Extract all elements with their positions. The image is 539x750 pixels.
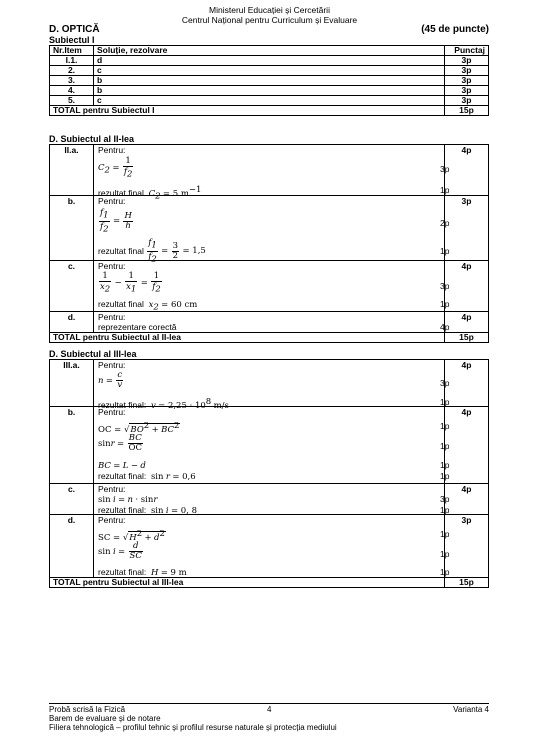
solution-line: reprezentare corectă	[98, 322, 177, 332]
final-label: rezultat final:	[98, 505, 147, 515]
item-points: 4p	[445, 407, 489, 484]
answer-value: c	[94, 96, 445, 106]
subject-2-label: D. Subiectul al II-lea	[49, 134, 135, 144]
item-number: c.	[50, 261, 94, 312]
solution-cell	[94, 484, 450, 516]
item-points: 3p	[445, 56, 489, 66]
answer-value: b	[94, 86, 445, 96]
pentru-label: Pentru:	[98, 407, 126, 417]
item-points: 3p	[445, 96, 489, 106]
step-points: 1p	[440, 397, 450, 407]
pentru-label: Pentru:	[98, 360, 126, 370]
step-points: 1p	[440, 529, 450, 539]
section-points: (45 de puncte)	[421, 24, 489, 35]
item-points: 3p	[445, 86, 489, 96]
step-points: 1p	[440, 567, 450, 577]
col-item-header: Nr.Item	[50, 46, 94, 56]
step-points: 1p	[440, 246, 450, 256]
final-result: rezultat final: H = 9 m	[98, 567, 187, 578]
step-points: 1p	[440, 299, 450, 309]
document-header	[0, 5, 539, 25]
pentru-label: Pentru:	[98, 515, 126, 525]
step-points: 1p	[440, 460, 450, 470]
pentru-label: Pentru:	[98, 484, 126, 494]
final-result: rezultat final $\frac{f_1}{f_2}$ = $\frac{3}{2}$ = 1,5	[98, 238, 206, 265]
ministry-name: Ministerul Educației și Cercetării	[209, 5, 330, 15]
step-points: 3p	[440, 164, 450, 174]
item-points: 4p	[445, 360, 489, 407]
item-number: III.a.	[50, 360, 94, 407]
step-points: 2p	[440, 218, 450, 228]
footer-profile: Filiera tehnologică – profilul tehnic și profilul resurse naturale și protecția mediului	[49, 723, 337, 732]
solution-cell	[94, 407, 450, 484]
footer-barem: Barem de evaluare și de notare	[49, 714, 161, 723]
formula-sc: SC = $√H^2 + d^2$	[98, 529, 165, 543]
subject-3-label: D. Subiectul al III-lea	[49, 349, 137, 359]
item-number: d.	[50, 312, 94, 333]
formula-snell: sin i = n · sinr	[98, 495, 158, 505]
item-points: 3p	[445, 196, 489, 261]
final-result: rezultat final: $v = 2,25 \cdot 10^8$ m/s	[98, 397, 229, 411]
step-points: 1p	[440, 185, 450, 195]
solution-cell	[94, 196, 450, 265]
subject-3-table	[49, 359, 489, 588]
table-row	[50, 196, 489, 261]
footer-exam-name: Probă scrisă la Fizică	[49, 705, 126, 714]
item-points: 4p	[445, 312, 489, 333]
total-label: TOTAL pentru Subiectul I	[50, 106, 445, 116]
item-number: c.	[50, 484, 94, 515]
answer-value: d	[94, 56, 445, 66]
table-row	[50, 96, 489, 106]
final-result: rezultat final $x_2 = 60$ cm	[98, 299, 198, 313]
solution-cell	[94, 360, 450, 411]
step-points: 1p	[440, 421, 450, 431]
step-points: 1p	[440, 549, 450, 559]
formula-index: n = $\frac{c}{v}$	[98, 370, 123, 390]
formula-lens: $\frac{1}{x_2}$ − $\frac{1}{x_1}$ = $\frac{1}{f_2}$	[100, 271, 161, 295]
step-points: 1p	[440, 505, 450, 515]
pentru-label: Pentru:	[98, 261, 126, 271]
table-row	[50, 66, 489, 76]
formula-ratio: $\frac{f_1}{f_2}$ = $\frac{H}{h}$	[100, 208, 132, 235]
answer-value: b	[94, 76, 445, 86]
formula-convergence: $C_2$ = $\frac{1}{f_2}$	[98, 156, 133, 180]
table-row	[50, 312, 489, 333]
page-footer	[49, 703, 489, 732]
step-points: 1p	[440, 471, 450, 481]
final-label: rezultat final	[98, 299, 144, 309]
solution-cell	[94, 515, 450, 578]
table-row	[50, 145, 489, 196]
item-number: 5.	[50, 96, 94, 106]
final-label: rezultat final	[98, 246, 144, 257]
solution-cell	[94, 145, 450, 202]
section-title: D. OPTICĂ	[49, 24, 100, 35]
item-number: b.	[50, 196, 94, 261]
step-points: 3p	[440, 378, 450, 388]
solution-cell	[94, 261, 450, 313]
final-label: rezultat final:	[98, 567, 147, 577]
final-result: rezultat final: sin i = 0, 8	[98, 505, 198, 516]
item-points: 4p	[445, 261, 489, 312]
section-title-row	[49, 24, 489, 35]
total-row	[50, 578, 489, 588]
pentru-label: Pentru:	[98, 312, 126, 322]
step-points: 3p	[440, 281, 450, 291]
pentru-label: Pentru:	[98, 145, 126, 155]
subject-2-table	[49, 144, 489, 343]
final-label: rezultat final:	[98, 399, 147, 410]
formula-sini: sin i = $\frac{d}{SC}$	[98, 541, 142, 561]
item-number: II.a.	[50, 145, 94, 196]
answer-value: c	[94, 66, 445, 76]
item-number: 3.	[50, 76, 94, 86]
total-row	[50, 333, 489, 343]
total-points: 15p	[445, 333, 489, 343]
step-points: 4p	[440, 322, 450, 332]
final-label: rezultat final	[98, 187, 144, 198]
table-row	[50, 76, 489, 86]
final-result: rezultat final $C_2 = 5$ $m^{-1}$	[98, 185, 202, 202]
footer-variant: Varianta 4	[453, 705, 489, 714]
col-solution-header: Soluție, rezolvare	[94, 46, 445, 56]
item-points: 4p	[445, 484, 489, 515]
item-points: 3p	[445, 515, 489, 578]
table-row	[50, 360, 489, 407]
center-name: Centrul Național pentru Curriculum și Evaluare	[181, 15, 358, 25]
total-points: 15p	[445, 106, 489, 116]
final-result: rezultat final: sin r = 0,6	[98, 471, 196, 482]
item-number: b.	[50, 407, 94, 484]
table-row	[50, 261, 489, 312]
total-label: TOTAL pentru Subiectul al II-lea	[50, 333, 445, 343]
page-number: 4	[267, 705, 272, 714]
item-points: 4p	[445, 145, 489, 196]
total-row	[50, 106, 489, 116]
total-label: TOTAL pentru Subiectul al III-lea	[50, 578, 445, 588]
item-number: 2.	[50, 66, 94, 76]
table-row	[50, 86, 489, 96]
col-points-header: Punctaj	[445, 46, 489, 56]
total-points: 15p	[445, 578, 489, 588]
formula-oc: OC = $√BO^2 + BC^2$	[98, 421, 180, 435]
table-row	[50, 407, 489, 484]
final-label: rezultat final:	[98, 471, 147, 481]
subject-1-label: Subiectul I	[49, 35, 95, 45]
formula-sinr: sinr = $\frac{BC}{OC}$	[98, 433, 142, 453]
item-number: I.1.	[50, 56, 94, 66]
step-points: 3p	[440, 494, 450, 504]
table-row	[50, 56, 489, 66]
formula-bc: BC = L − d	[98, 461, 146, 471]
subject-1-table	[49, 45, 489, 116]
item-number: d.	[50, 515, 94, 578]
item-points: 3p	[445, 66, 489, 76]
table-row	[50, 515, 489, 578]
step-points: 1p	[440, 441, 450, 451]
pentru-label: Pentru:	[98, 196, 126, 206]
item-points: 3p	[445, 76, 489, 86]
item-number: 4.	[50, 86, 94, 96]
solution-cell	[94, 312, 450, 333]
table-row	[50, 484, 489, 515]
